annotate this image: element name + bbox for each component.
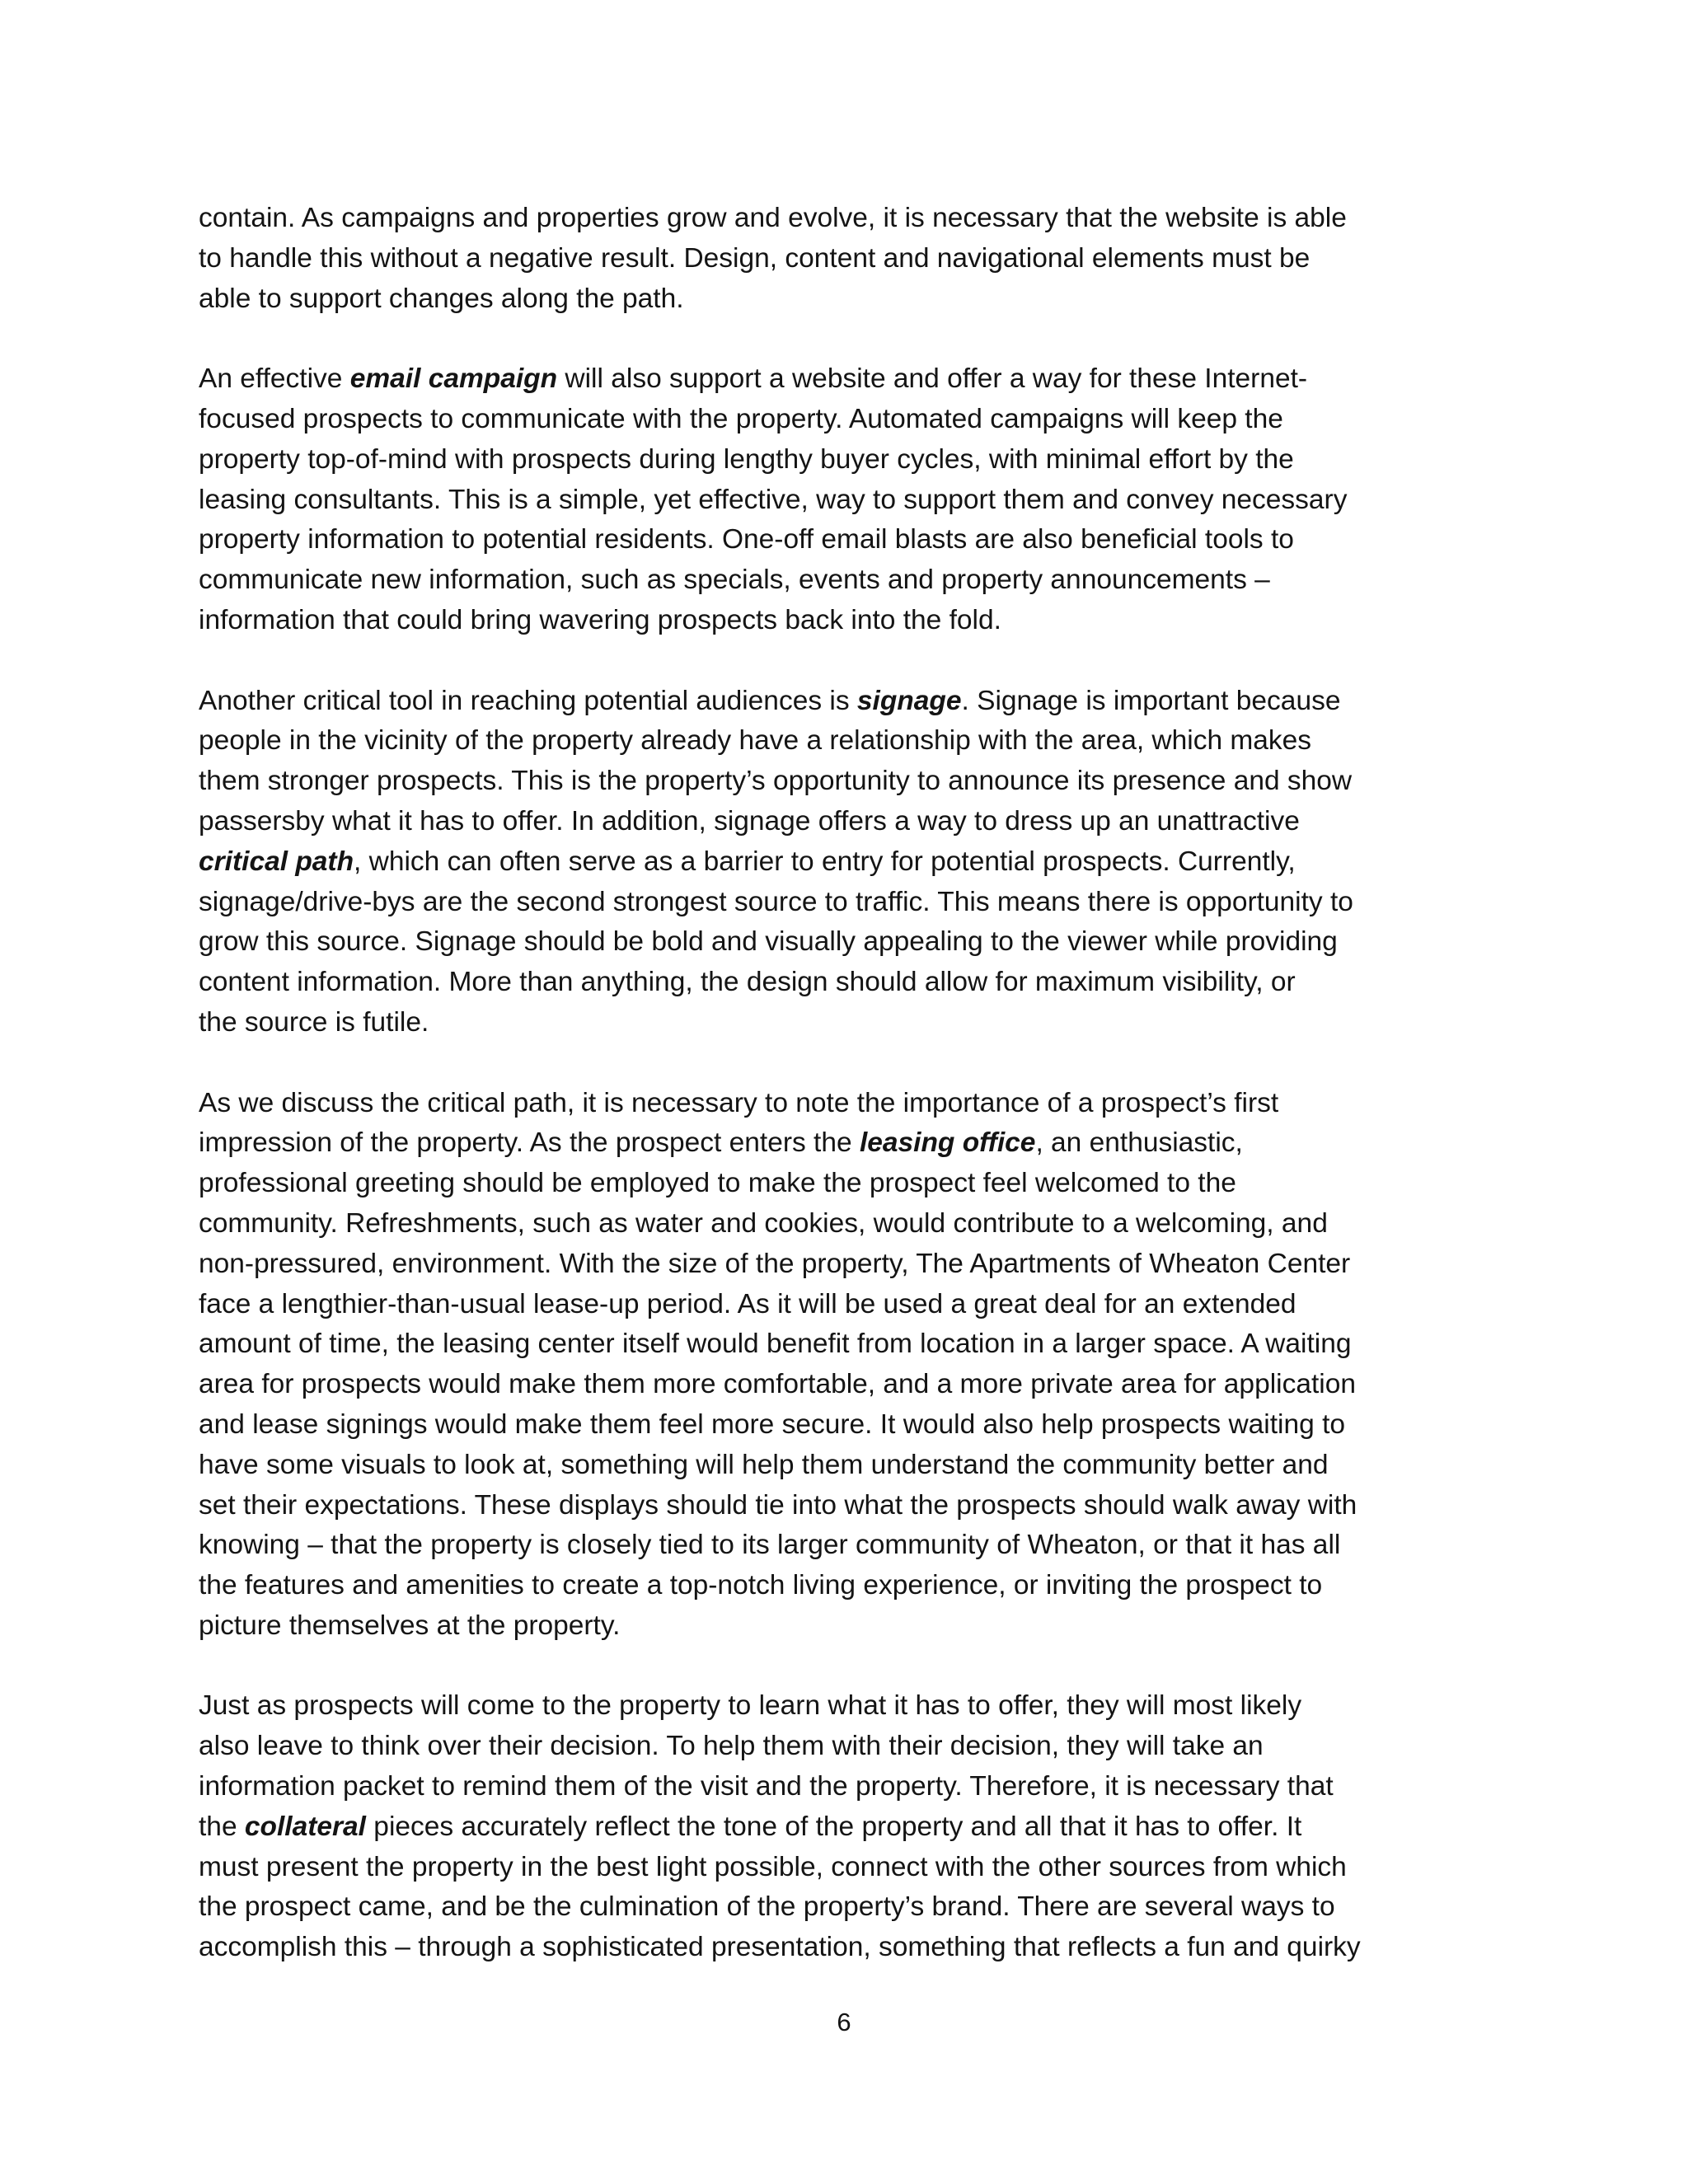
- text-line: [199, 520, 1489, 560]
- emphasized-term: email campaign: [349, 363, 558, 395]
- text-run: An effective: [199, 363, 350, 395]
- text-run: able to support changes along the path.: [199, 283, 684, 314]
- text-line: [199, 601, 1489, 641]
- paragraph: [199, 359, 1489, 641]
- text-line: [199, 682, 1489, 722]
- text-run: the features and amenities to create a top-notch living experience, or inviting the prospect to: [199, 1570, 1323, 1601]
- text-line: [199, 1526, 1489, 1566]
- text-line: [199, 762, 1489, 802]
- text-run: information packet to remind them of the visit and the property. Therefore, it is necessary that: [199, 1771, 1334, 1802]
- text-line: [199, 440, 1489, 480]
- text-run: people in the vicinity of the property already have a relationship with the area, which makes: [199, 725, 1312, 757]
- text-run: amount of time, the leasing center itself would benefit from location in a larger space. A waiting: [199, 1329, 1352, 1360]
- text-run: the source is futile.: [199, 1006, 429, 1038]
- body-text: [199, 199, 1489, 2008]
- text-run: grow this source. Signage should be bold and visually appealing to the viewer while providing: [199, 926, 1338, 958]
- emphasized-term: leasing office: [859, 1127, 1036, 1159]
- text-run: , which can often serve as a barrier to entry for potential prospects. Currently,: [354, 846, 1296, 877]
- text-run: knowing – that the property is closely tied to its larger community of Wheaton, or that it has all: [199, 1530, 1341, 1561]
- text-line: [199, 1204, 1489, 1244]
- text-line: [199, 1807, 1489, 1848]
- text-line: [199, 1446, 1489, 1486]
- text-run: picture themselves at the property.: [199, 1610, 621, 1641]
- text-run: will also support a website and offer a way for these Internet-: [557, 363, 1308, 395]
- text-run: leasing consultants. This is a simple, yet effective, way to support them and convey necessary: [199, 484, 1348, 515]
- text-line: [199, 1686, 1489, 1727]
- text-line: [199, 199, 1489, 239]
- text-line: [199, 883, 1489, 923]
- text-line: [199, 480, 1489, 521]
- text-run: property information to potential residents. One-off email blasts are also beneficial tools to: [199, 524, 1294, 555]
- text-run: community. Refreshments, such as water and cookies, would contribute to a welcoming, and: [199, 1207, 1328, 1239]
- text-line: [199, 1606, 1489, 1647]
- text-run: to handle this without a negative result. Design, content and navigational elements must be: [199, 242, 1311, 274]
- paragraph: [199, 199, 1489, 319]
- text-run: accomplish this – through a sophisticated presentation, something that reflects a fun and quirky: [199, 1932, 1361, 1963]
- text-line: [199, 802, 1489, 842]
- text-run: . Signage is important because: [961, 685, 1341, 716]
- text-line: [199, 359, 1489, 400]
- text-line: [199, 560, 1489, 601]
- text-line: [199, 1486, 1489, 1526]
- text-run: face a lengthier-than-usual lease-up period. As it will be used a great deal for an extended: [199, 1288, 1296, 1319]
- text-line: [199, 1928, 1489, 1968]
- text-line: [199, 1285, 1489, 1325]
- text-line: [199, 400, 1489, 440]
- text-run: Just as prospects will come to the property to learn what it has to offer, they will most likely: [199, 1690, 1302, 1722]
- text-run: , an enthusiastic,: [1035, 1127, 1243, 1159]
- text-line: [199, 1848, 1489, 1888]
- text-line: [199, 721, 1489, 762]
- paragraph: [199, 1686, 1489, 1968]
- text-line: [199, 1244, 1489, 1285]
- text-run: passersby what it has to offer. In addition, signage offers a way to dress up an unattractive: [199, 805, 1300, 837]
- text-line: [199, 1405, 1489, 1446]
- text-run: area for prospects would make them more comfortable, and a more private area for application: [199, 1369, 1356, 1400]
- text-line: [199, 1084, 1489, 1124]
- text-run: also leave to think over their decision. To help them with their decision, they will take an: [199, 1731, 1264, 1762]
- text-run: Another critical tool in reaching potential audiences is: [199, 685, 857, 716]
- emphasized-term: critical path: [199, 846, 354, 877]
- text-run: have some visuals to look at, something will help them understand the community better and: [199, 1449, 1329, 1480]
- text-run: professional greeting should be employed to make the prospect feel welcomed to the: [199, 1168, 1236, 1199]
- text-run: information that could bring wavering prospects back into the fold.: [199, 604, 1001, 635]
- text-run: them stronger prospects. This is the property’s opportunity to announce its presence and show: [199, 766, 1353, 797]
- text-run: signage/drive-bys are the second strongest source to traffic. This means there is opportunity to: [199, 886, 1353, 917]
- text-run: communicate new information, such as specials, events and property announcements –: [199, 565, 1270, 596]
- text-run: non-pressured, environment. With the size of the property, The Apartments of Wheaton Center: [199, 1248, 1351, 1279]
- text-line: [199, 963, 1489, 1003]
- text-line: [199, 1767, 1489, 1807]
- text-run: and lease signings would make them feel more secure. It would also help prospects waiting to: [199, 1408, 1346, 1440]
- text-line: [199, 1003, 1489, 1043]
- paragraph: [199, 682, 1489, 1043]
- text-line: [199, 1324, 1489, 1365]
- text-line: [199, 1727, 1489, 1767]
- page-number: 6: [837, 2008, 851, 2036]
- text-run: must present the property in the best light possible, connect with the other sources from which: [199, 1851, 1347, 1882]
- text-run: pieces accurately reflect the tone of the property and all that it has to offer. It: [366, 1811, 1302, 1842]
- text-run: impression of the property. As the prospect enters the: [199, 1127, 860, 1159]
- text-line: [199, 922, 1489, 963]
- text-line: [199, 279, 1489, 320]
- text-line: [199, 1365, 1489, 1405]
- text-line: [199, 1887, 1489, 1928]
- text-run: content information. More than anything, the design should allow for maximum visibility, or: [199, 967, 1296, 998]
- emphasized-term: signage: [856, 685, 962, 716]
- text-line: [199, 842, 1489, 883]
- text-line: [199, 1123, 1489, 1164]
- text-line: [199, 1566, 1489, 1606]
- text-run: focused prospects to communicate with the property. Automated campaigns will keep the: [199, 403, 1283, 434]
- text-run: As we discuss the critical path, it is necessary to note the importance of a prospect’s first: [199, 1087, 1279, 1118]
- text-line: [199, 239, 1489, 279]
- text-run: the: [199, 1811, 245, 1842]
- text-line: [199, 1164, 1489, 1204]
- text-run: set their expectations. These displays should tie into what the prospects should walk away with: [199, 1489, 1357, 1521]
- emphasized-term: collateral: [244, 1811, 366, 1842]
- text-run: property top-of-mind with prospects during lengthy buyer cycles, with minimal effort by the: [199, 443, 1294, 475]
- text-run: contain. As campaigns and properties grow and evolve, it is necessary that the website is able: [199, 203, 1347, 233]
- paragraph: [199, 1084, 1489, 1647]
- text-run: the prospect came, and be the culmination of the property’s brand. There are several ways to: [199, 1891, 1335, 1923]
